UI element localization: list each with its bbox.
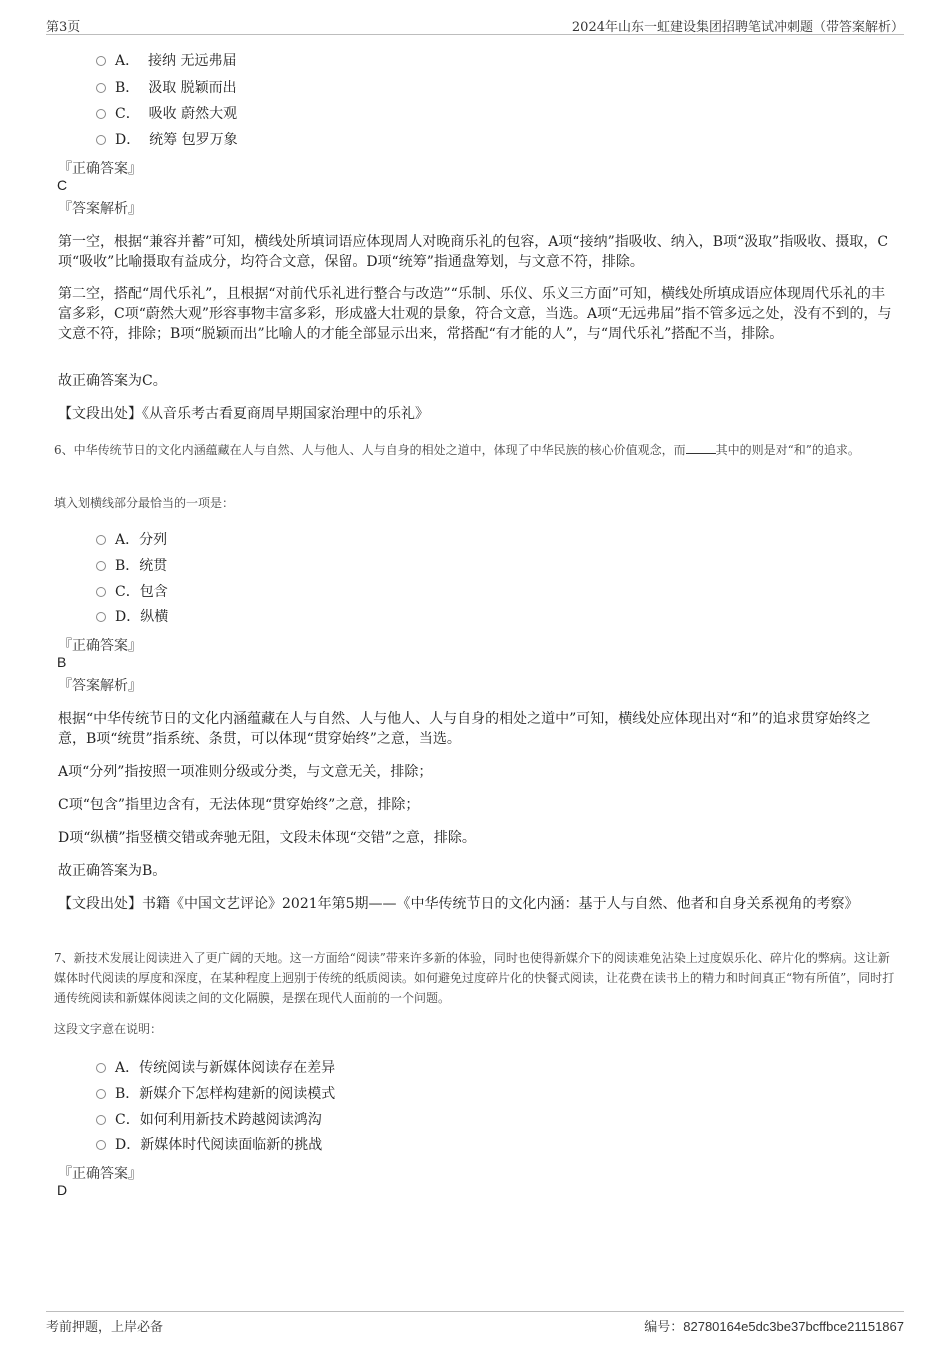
analysis-label: 『答案解析』 [58,678,142,694]
page-footer [46,1311,904,1336]
analysis-conclusion: 故正确答案为B。 [58,863,167,879]
fill-blank [686,441,716,454]
question-stem: 7、新技术发展让阅读进入了更广阔的天地。这一方面给“阅读”带来许多新的体验，同时也使得新媒介下的阅读难免沾染上过度娱乐化、碎片化的弊病。这让新媒体时代阅读的厚度和深度，在某种程度上迥别于传统的纸质阅读。如何避免过度碎片化的快餐式阅读，让花费在读书上的精力和时间真正“物有所值”，同时打通传统阅读和新媒体阅读之间的文化隔膜，是摆在现代人面前的一个问题。 [54,951,895,1005]
radio-icon[interactable] [96,135,106,145]
radio-icon[interactable] [96,1089,106,1099]
question-prompt: 填入划横线部分最恰当的一项是： [54,496,235,510]
page-header [46,14,904,35]
analysis-paragraph: 根据“中华传统节日的文化内涵蕴藏在人与自然、人与他人、人与自身的相处之道中”可知，横线处应体现出对“和”的追求贯穿始终之意，B项“统贯”指系统、条贯，可以体现“贯穿始终”之意，当选。 [58,711,871,747]
source-citation: 【文段出处】书籍《中国文艺评论》2021年第5期——《中华传统节日的文化内涵：基于人与自然、他者和自身关系视角的考察》 [58,896,859,912]
radio-icon[interactable] [96,1115,106,1125]
radio-icon[interactable] [96,561,106,571]
analysis-conclusion: 故正确答案为C。 [58,373,167,389]
analysis-paragraph: A项“分列”指按照一项准则分级或分类，与文意无关，排除； [58,764,433,780]
radio-icon[interactable] [96,1140,106,1150]
radio-icon[interactable] [96,612,106,622]
correct-answer-value: B [57,654,67,670]
question-stem: 6、中华传统节日的文化内涵蕴藏在人与自然、人与他人、人与自身的相处之道中，体现了中华民族的核心价值观念，而 其中的则是对“和”的追求。 [54,443,860,457]
document-title: 2024年山东一虹建设集团招聘笔试冲刺题（带答案解析） [571,20,904,35]
analysis-paragraph: 第一空，根据“兼容并蓄”可知，横线处所填词语应体现周人对晚商乐礼的包容，A项“接纳”指吸收、纳入，B项“汲取”指吸收、摄取，C项“吸收”比喻摄取有益成分，均符合文意，保留。D项“统筹”指通盘筹划，与文意不符，排除。 [58,234,889,270]
radio-icon[interactable] [96,56,106,66]
correct-answer-label: 『正确答案』 [58,1166,142,1182]
question-prompt: 这段文字意在说明： [54,1022,163,1036]
radio-icon[interactable] [96,535,106,545]
radio-icon[interactable] [96,587,106,597]
analysis-label: 『答案解析』 [58,201,142,217]
radio-icon[interactable] [96,83,106,93]
correct-answer-label: 『正确答案』 [58,638,142,654]
radio-icon[interactable] [96,1063,106,1073]
radio-icon[interactable] [96,109,106,119]
correct-answer-value: C [57,177,68,193]
analysis-paragraph: 第二空，搭配“周代乐礼”，且根据“对前代乐礼进行整合与改造”“乐制、乐仪、乐义三方面”可知，横线处所填成语应体现周代乐礼的丰富多彩，C项“蔚然大观”形容事物丰富多彩，形成盛大壮观的景象，符合文意，当选。A项“无远弗届”指不管多远之处，没有不到的，与文意不符，排除；B项“脱颖而出”比喻人的才能全部显示出来，常搭配“有才能的人”，与“周代乐礼”搭配不当，排除。 [58,286,892,342]
source-citation: 【文段出处】《从音乐考古看夏商周早期国家治理中的乐礼》 [58,406,429,422]
analysis-paragraph: D项“纵横”指竖横交错或奔驰无阻，文段未体现“交错”之意，排除。 [58,830,476,846]
analysis-paragraph: C项“包含”指里边含有，无法体现“贯穿始终”之意，排除； [58,797,420,813]
correct-answer-label: 『正确答案』 [58,161,142,177]
page-number: 第3页 [46,20,81,35]
correct-answer-value: D [57,1182,68,1198]
footer-slogan: 考前押题，上岸必备 [46,1320,164,1335]
document-code: 编号：82780164e5dc3be37bcffbce21151867 [644,1319,904,1335]
